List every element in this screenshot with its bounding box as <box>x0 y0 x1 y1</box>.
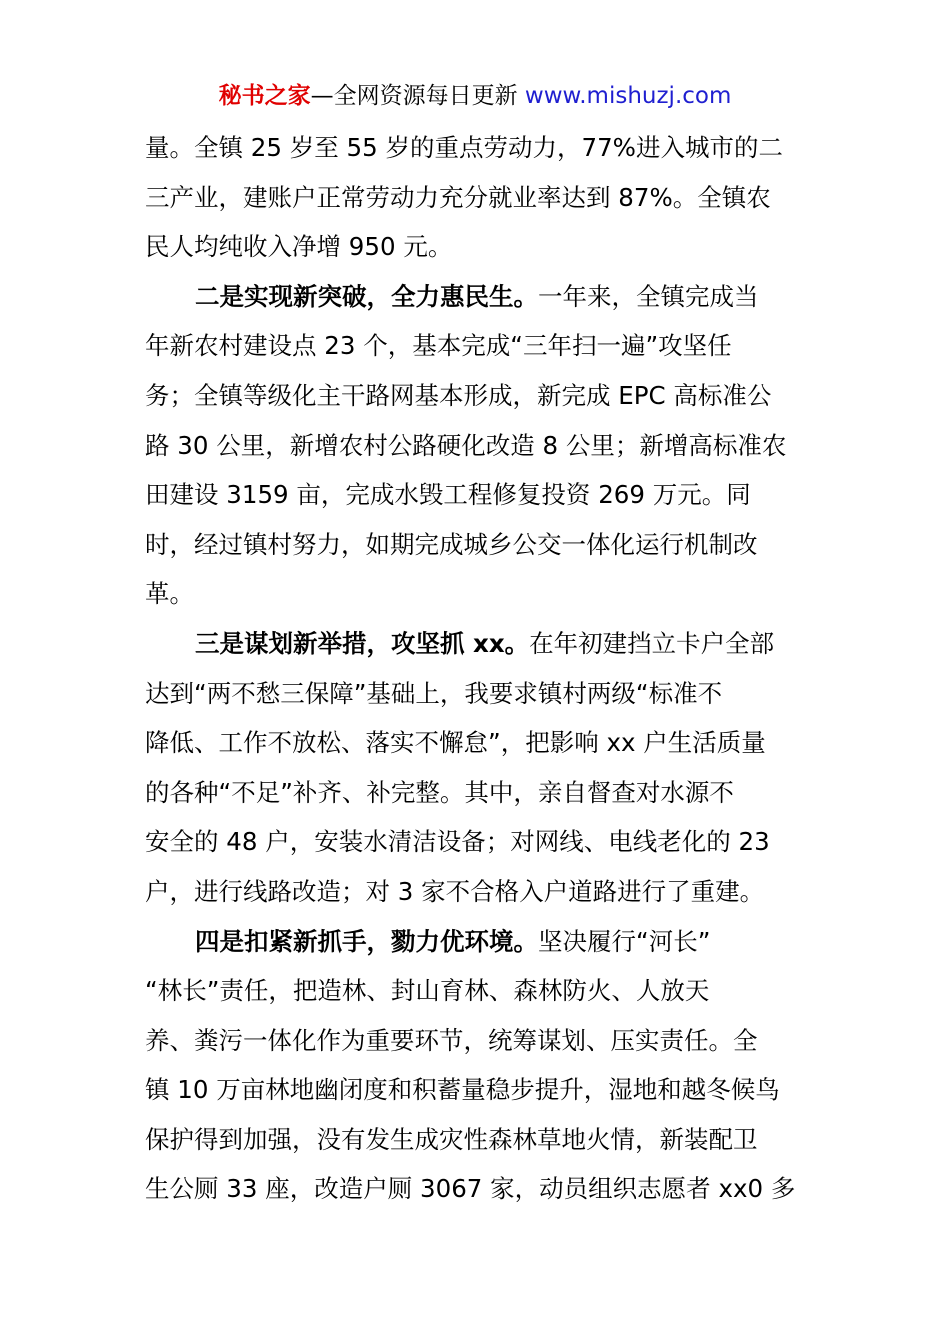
text-line: 生公厕 33 座，改造户厕 3067 家，动员组织志愿者 xx0 多 <box>145 1174 796 1204</box>
text-line: “林长”责任，把造林、封山育林、森林防火、人放天 <box>145 976 710 1006</box>
text-run: 一年来，全镇完成当 <box>538 281 759 311</box>
paragraph-2 <box>145 272 815 619</box>
text-line: 的各种“不足”补齐、补完整。其中，亲自督查对水源不 <box>145 777 734 807</box>
text-line: 养、粪污一体化作为重要环节，统筹谋划、压实责任。全 <box>145 1025 758 1055</box>
paragraph-heading: 三是谋划新举措，攻坚抓 xx。 <box>195 628 530 658</box>
paragraph-3 <box>145 619 815 917</box>
text-line: 年新农村建设点 23 个，基本完成“三年扫一遍”攻坚任 <box>145 331 732 361</box>
paragraph-heading: 四是扣紧新抓手，勠力优环境。 <box>195 926 538 956</box>
site-url-link[interactable]: www.mishuzj.com <box>524 83 732 109</box>
paragraph-first-line <box>145 917 815 967</box>
paragraph-first-line <box>145 619 815 669</box>
brand-name: 秘书之家 <box>218 83 311 109</box>
text-run: 坚决履行“河长” <box>538 926 711 956</box>
document-body <box>145 123 815 1214</box>
header-tagline: —全网资源每日更新 <box>310 83 525 109</box>
paragraph-heading: 二是实现新突破，全力惠民生。 <box>195 281 538 311</box>
text-line: 达到“两不愁三保障”基础上，我要求镇村两级“标准不 <box>145 678 723 708</box>
text-line: 镇 10 万亩林地幽闭度和积蓄量稳步提升，湿地和越冬候鸟 <box>145 1075 780 1105</box>
text-line: 户，进行线路改造；对 3 家不合格入户道路进行了重建。 <box>145 876 765 906</box>
text-line: 安全的 48 户，安装水清洁设备；对网线、电线老化的 23 <box>145 827 770 857</box>
text-line: 务；全镇等级化主干路网基本形成，新完成 EPC 高标准公 <box>145 380 772 410</box>
paragraph-1 <box>145 123 815 272</box>
text-line: 三产业，建账户正常劳动力充分就业率达到 87%。全镇农 <box>145 182 771 212</box>
text-line: 路 30 公里，新增农村公路硬化改造 8 公里；新增高标准农 <box>145 430 787 460</box>
text-line: 田建设 3159 亩，完成水毁工程修复投资 269 万元。同 <box>145 480 751 510</box>
text-line: 民人均纯收入净增 950 元。 <box>145 232 453 262</box>
text-line: 时，经过镇村努力，如期完成城乡公交一体化运行机制改 <box>145 529 758 559</box>
text-line: 量。全镇 25 岁至 55 岁的重点劳动力，77%进入城市的二 <box>145 133 783 162</box>
text-line: 革。 <box>145 579 194 609</box>
paragraph-first-line <box>145 272 815 322</box>
page-header <box>0 80 950 112</box>
text-line: 保护得到加强，没有发生成灾性森林草地火情，新装配卫 <box>145 1124 758 1154</box>
text-line: 降低、工作不放松、落实不懈怠”，把影响 xx 户生活质量 <box>145 728 766 758</box>
text-run: 在年初建挡立卡户全部 <box>529 628 775 658</box>
paragraph-4 <box>145 917 815 1215</box>
